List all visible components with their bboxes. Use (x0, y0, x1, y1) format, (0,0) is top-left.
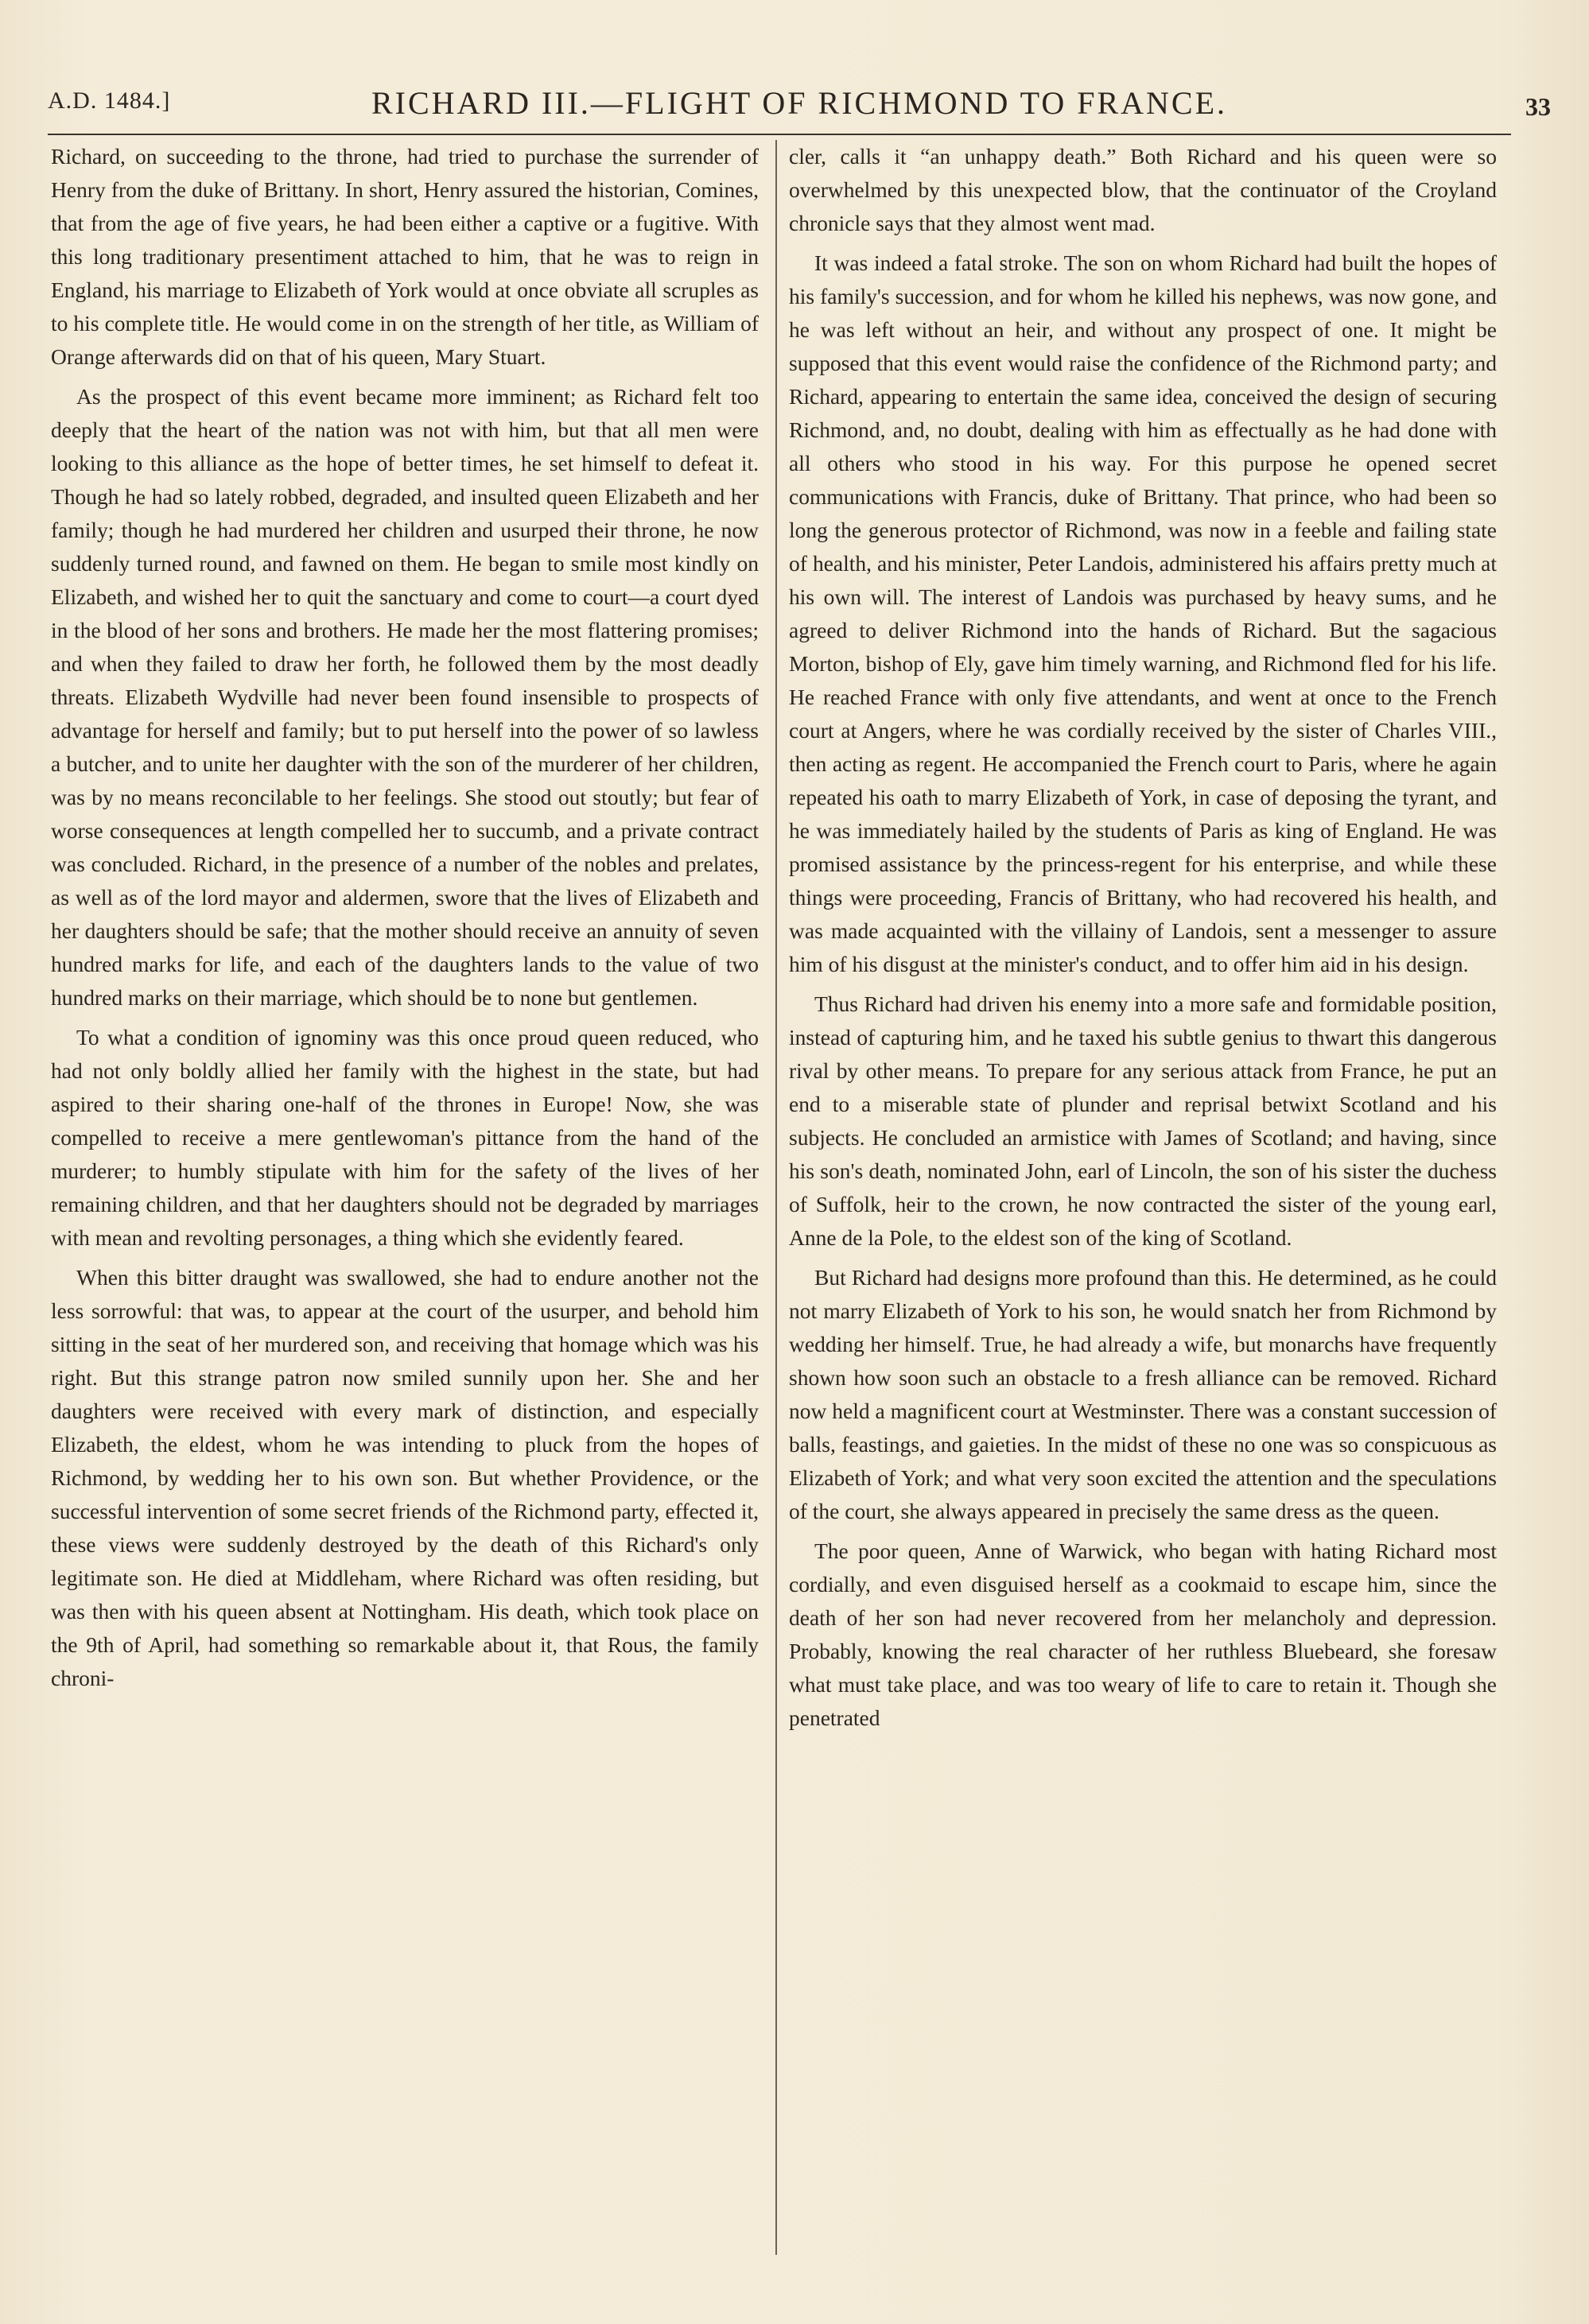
page-number: 33 (1525, 92, 1551, 121)
paragraph: The poor queen, Anne of Warwick, who began with hating Richard most cordially, and even disguised herself as a cookmaid to escape him, since the death of her son had never recovered from her melancholy and depression. Probably, knowing the real character of her ruthless Bluebeard, she foresaw what must take place, and was too weary of life to care to retain it. Though she penetrated (789, 1538, 1497, 1730)
paragraph: But Richard had designs more profound than this. He determined, as he could not marry Elizabeth of York to his son, he would snatch her from Richmond by wedding her himself. True, he had already a wife, but monarchs have frequently shown how soon such an obstacle to a fresh alliance can be removed. Richard now held a magnificent court at Westminster. There was a constant succession of balls, feastings, and gaieties. In the midst of these no one was so conspicuous as Elizabeth of York; and what very soon excited the attention and the speculations of the court, she always appeared in precisely the same dress as the queen. (789, 1265, 1497, 1523)
running-header (48, 87, 1551, 135)
header-title: RICHARD III.—FLIGHT OF RICHMOND TO FRANCE. (371, 85, 1228, 121)
paragraph: Thus Richard had driven his enemy into a more safe and formidable position, instead of capturing him, and he taxed his subtle genius to thwart this dangerous rival by other means. To prepare for any serious attack from France, he put an end to a miserable state of plunder and reprisal betwixt Scotland and his subjects. He concluded an armistice with James of Scotland; and having, since his son's death, nominated John, earl of Lincoln, the son of his sister the duchess of Suffolk, heir to the crown, he now contracted the sister of the young earl, Anne de la Pole, to the eldest son of the king of Scotland. (789, 991, 1497, 1250)
paragraph: Richard, on succeeding to the throne, had tried to purchase the surrender of Henry from the duke of Brittany. In short, Henry assured the historian, Comines, that from the age of five years, he had been either a captive or a fugitive. With this long traditionary presentiment attached to him, that he was to reign in England, his marriage to Elizabeth of York would at once obviate all scruples as to his complete title. He would come in on the strength of her title, as William of Orange afterwards did on that of his queen, Mary Stuart. (51, 144, 759, 369)
right-column (789, 140, 1497, 2263)
paragraph: To what a condition of ignominy was this once proud queen reduced, who had not only boldly allied her family with the highest in the state, but had aspired to their sharing one-half of the thrones in Europe! Now, she was compelled to receive a mere gentlewoman's pittance from the hand of the murderer; to humbly stipulate with him for the safety of the lives of her remaining children, and that her daughters should not be degraded by marriages with mean and revolting personages, a thing which she evidently feared. (51, 1025, 759, 1250)
paragraph: As the prospect of this event became more imminent; as Richard felt too deeply that the heart of the nation was not with him, but that all men were looking to this alliance as the hope of better times, he set himself to defeat it. Though he had so lately robbed, degraded, and insulted queen Elizabeth and her family; though he had murdered her children and usurped their throne, he now suddenly turned round, and fawned on them. He began to smile most kindly on Elizabeth, and wished her to quit the sanctuary and come to court—a court dyed in the blood of her sons and brothers. He made her the most flattering promises; and when they failed to draw her forth, he followed them by the most deadly threats. Elizabeth Wydville had never been found insensible to prospects of advantage for herself and family; but to put herself into the power of so lawless a butcher, and to unite her daughter with the son of the murderer of her children, was by no means reconcilable to her feelings. She stood out stoutly; but fear of worse consequences at length compelled her to succumb, and a private contract was concluded. Richard, in the presence of a number of the nobles and prelates, as well as of the lord mayor and aldermen, swore that the lives of Elizabeth and her daughters should be safe; that the mother should receive an annuity of seven hundred marks for life, and each of the daughters lands to the value of two hundred marks on their marriage, which should be to none but gentlemen. (51, 384, 759, 1010)
paragraph: It was indeed a fatal stroke. The son on whom Richard had built the hopes of his family's succession, and for whom he killed his nephews, was now gone, and he was left without an heir, and without any prospect of one. It might be supposed that this event would raise the confidence of the Richmond party; and Richard, appearing to entertain the same idea, conceived the design of securing Richmond, and, no doubt, dealing with him as effectually as he had done with all others who stood in his way. For this purpose he opened secret communications with Francis, duke of Brittany. That prince, who had been so long the generous protector of Richmond, was now in a feeble and failing state of health, and his minister, Peter Landois, administered his affairs pretty much at his own will. The interest of Landois was purchased by heavy sums, and he agreed to deliver Richmond into the hands of Richard. But the sagacious Morton, bishop of Ely, gave him timely warning, and Richmond fled for his life. He reached France with only five attendants, and went at once to the French court at Angers, where he was cordially received by the sister of Charles VIII., then acting as regent. He accompanied the French court to Paris, where he again repeated his oath to marry Elizabeth of York, in case of deposing the tyrant, and he was immediately hailed by the students of Paris as king of England. He was promised assistance by the princess-regent for his enterprise, and while these things were proceeding, Francis of Brittany, who had recovered his health, and was made acquainted with the villainy of Landois, sent a messenger to assure him of his disgust at the minister's conduct, and to offer him aid in his design. (789, 250, 1497, 976)
column-divider (775, 140, 777, 2255)
paragraph: When this bitter draught was swallowed, she had to endure another not the less sorrowful: that was, to appear at the court of the usurper, and behold him sitting in the seat of her murdered son, and receiving that homage which was his right. But this strange patron now smiled sunnily upon her. She and her daughters were received with every mark of distinction, and especially Elizabeth, the eldest, whom he was intending to pluck from the hopes of Richmond, by wedding her to his own son. But whether Providence, or the successful intervention of some secret friends of the Richmond party, effected it, these views were suddenly destroyed by the death of this Richard's only legitimate son. He died at Middleham, where Richard was often residing, but was then with his queen absent at Nottingham. His death, which took place on the 9th of April, had something so remarkable about it, that Rous, the family chroni- (51, 1265, 759, 1690)
left-column (51, 140, 759, 2263)
paragraph: cler, calls it “an unhappy death.” Both Richard and his queen were so overwhelmed by this unexpected blow, that the continuator of the Croyland chronicle says that they almost went mad. (789, 144, 1497, 235)
header-rule (48, 134, 1511, 135)
header-date: A.D. 1484.] (48, 87, 171, 114)
